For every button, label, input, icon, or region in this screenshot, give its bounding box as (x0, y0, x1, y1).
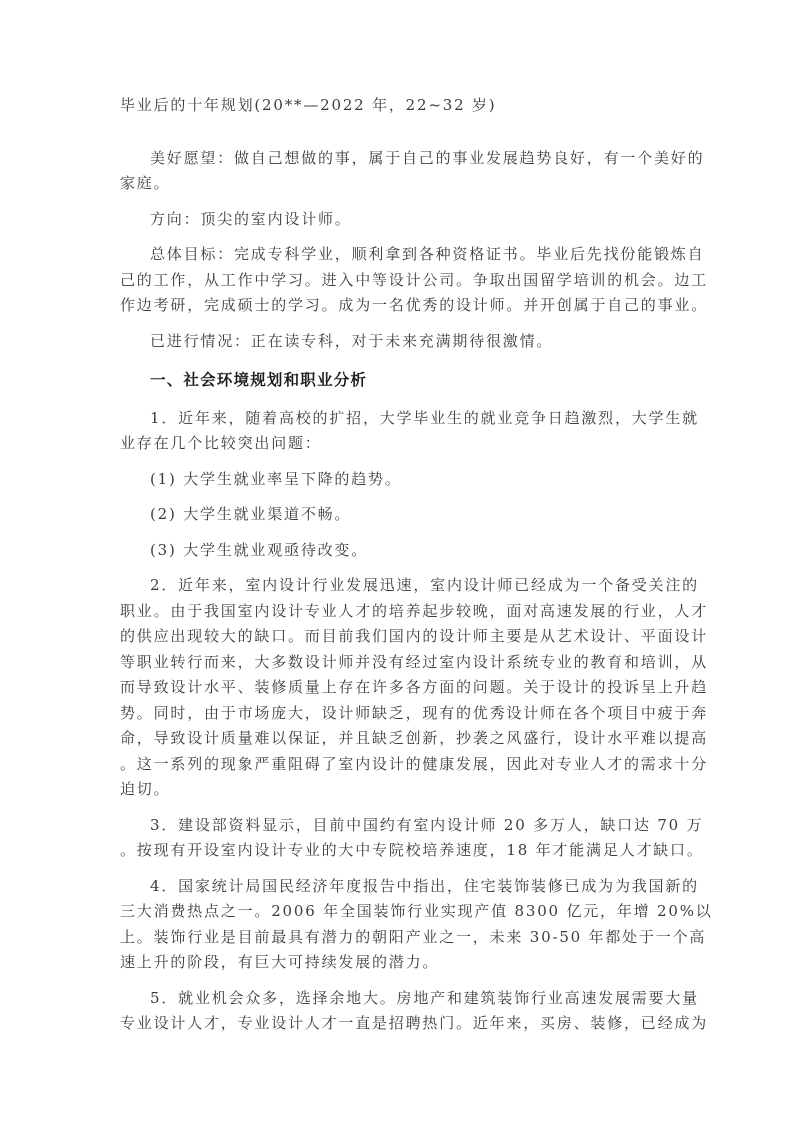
paragraph-wish: 美好愿望：做自己想做的事，属于自己的事业发展趋势良好，有一个美好的家庭。 (120, 148, 705, 192)
paragraph-point-2: 2．近年来，室内设计行业发展迅速，室内设计师已经成为一个备受关注的职业。由于我国室内设计专业人才的培养起步较晚，面对高速发展的行业，人才的供应出现较大的缺口。而目前我们国内的设计师主要是从艺术设计、平面设计等职业转行而来，大多数设计师并没有经过室内设计系统专业的教育和培训，从而导致设计水平、装修质量上存在许多各方面的问题。关于设计的投诉呈上升趋势。同时，由于市场庞大，设计师缺乏，现有的优秀设计师在各个项目中疲于奔命，导致设计质量难以保证，并且缺乏创新，抄袭之风盛行，设计水平难以提高。这一系列的现象严重阻碍了室内设计的健康发展，因此对专业人才的需求十分迫切。 (120, 576, 709, 798)
list-item-1: (1) 大学生就业率呈下降的趋势。 (150, 469, 402, 488)
paragraph-point-3: 3．建设部资料显示，目前中国约有室内设计师 20 多万人，缺口达 70 万。按现有开设室内设计专业的大中专院校培养速度，18 年才能满足人才缺口。 (120, 815, 704, 859)
paragraph-point-5: 5．就业机会众多，选择余地大。房地产和建筑装饰行业高速发展需要大量专业设计人才，专业设计人才一直是招聘热门。近年来，买房、装修，已经成为 (120, 988, 709, 1032)
paragraph-point-4: 4．国家统计局国民经济年度报告中指出，住宅装饰装修已成为为我国新的三大消费热点之一。2006 年全国装饰行业实现产值 8300 亿元，年增 20%以上。装饰行业是目前最具有潜力的朝阳产业之一，未来 30-50 年都处于一个高速上升的阶段，有巨大可持续发展的潜力。 (120, 876, 713, 971)
section-heading-social-analysis: 一、社会环境规划和职业分析 (150, 371, 368, 389)
list-item-2: (2) 大学生就业渠道不畅。 (150, 505, 352, 523)
list-item-3: (3) 大学生就业观亟待改变。 (150, 540, 369, 559)
paragraph-direction: 方向：顶尖的室内设计师。 (150, 209, 352, 228)
document-title: 毕业后的十年规划(20**—2022 年，22~32 岁) (120, 96, 497, 114)
paragraph-overall-goal: 总体目标：完成专科学业，顺利拿到各种资格证书。毕业后先找份能锻炼自己的工作，从工作中学习。进入中等设计公司。争取出国留学培训的机会。边工作边考研，完成硕士的学习。成为一名优秀的设计师。并开创属于自己的事业。 (120, 245, 709, 314)
document-body (120, 0, 714, 1047)
paragraph-current-status: 已进行情况：正在读专科，对于未来充满期待很激情。 (150, 331, 554, 350)
paragraph-point-1: 1．近年来，随着高校的扩招，大学毕业生的就业竞争日趋激烈，大学生就业存在几个比较突出问题： (120, 408, 699, 452)
